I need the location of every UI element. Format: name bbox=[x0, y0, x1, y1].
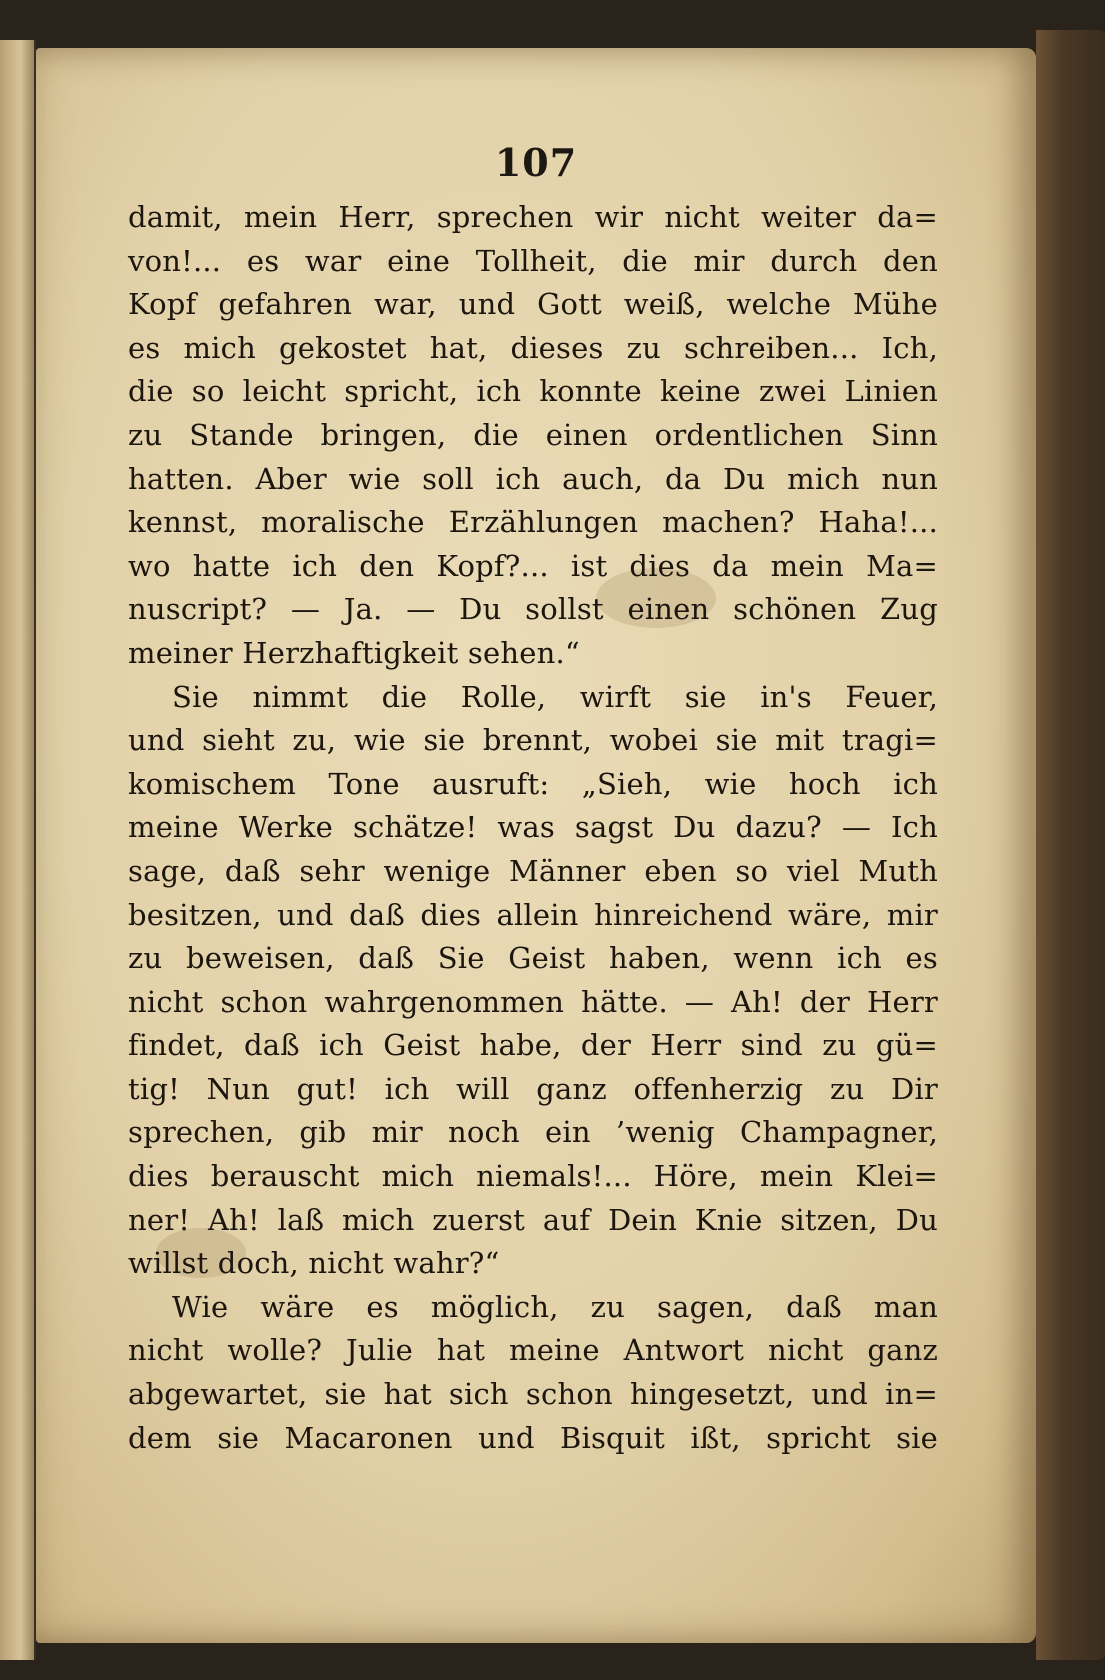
text-line: nicht wolle? Julie hat meine Antwort nicht ganz bbox=[128, 1333, 938, 1368]
text-line: kennst, moralische Erzählungen machen? Haha!... bbox=[128, 505, 938, 540]
book-cover-edge bbox=[1036, 30, 1105, 1660]
text-line: nuscript? — Ja. — Du sollst einen schönen Zug bbox=[128, 592, 938, 627]
text-line: komischem Tone ausruft: „Sieh, wie hoch ich bbox=[128, 766, 938, 801]
text-line: willst doch, nicht wahr?“ bbox=[128, 1246, 500, 1281]
text-line: Wie wäre es möglich, zu sagen, daß man bbox=[172, 1289, 938, 1324]
text-line: sprechen, gib mir noch ein ’wenig Champagner, bbox=[128, 1115, 938, 1150]
text-line: Sie nimmt die Rolle, wirft sie in's Feuer, bbox=[172, 679, 938, 714]
text-line: es mich gekostet hat, dieses zu schreiben... Ich, bbox=[128, 330, 938, 365]
text-line: hatten. Aber wie soll ich auch, da Du mich nun bbox=[128, 461, 938, 496]
text-line: tig! Nun gut! ich will ganz offenherzig zu Dir bbox=[128, 1071, 938, 1106]
text-line: und sieht zu, wie sie brennt, wobei sie mit tragi= bbox=[128, 723, 938, 758]
text-line: sage, daß sehr wenige Männer eben so viel Muth bbox=[128, 853, 938, 888]
text-line: von!... es war eine Tollheit, die mir durch den bbox=[128, 243, 938, 278]
text-line: besitzen, und daß dies allein hinreichend wäre, mir bbox=[128, 897, 938, 932]
previous-page-edge bbox=[0, 40, 36, 1660]
text-line: dem sie Macaronen und Bisquit ißt, spricht sie bbox=[128, 1420, 938, 1455]
book-page bbox=[36, 48, 1036, 1643]
text-line: Kopf gefahren war, und Gott weiß, welche Mühe bbox=[128, 287, 938, 322]
text-line: damit, mein Herr, sprechen wir nicht weiter da= bbox=[128, 200, 938, 234]
text-line: nicht schon wahrgenommen hätte. — Ah! der Herr bbox=[128, 984, 938, 1019]
text-line: wo hatte ich den Kopf?... ist dies da mein Ma= bbox=[128, 548, 938, 583]
text-line: dies berauscht mich niemals!... Höre, mein Klei= bbox=[128, 1159, 938, 1194]
page-number: 107 bbox=[494, 140, 578, 185]
text-line: meine Werke schätze! was sagst Du dazu? — Ich bbox=[128, 810, 938, 845]
text-line: zu beweisen, daß Sie Geist haben, wenn ich es bbox=[128, 941, 938, 976]
text-line: ner! Ah! laß mich zuerst auf Dein Knie sitzen, Du bbox=[128, 1202, 938, 1237]
text-line: zu Stande bringen, die einen ordentlichen Sinn bbox=[128, 417, 938, 452]
text-line: findet, daß ich Geist habe, der Herr sind zu gü= bbox=[128, 1028, 938, 1063]
text-line: meiner Herzhaftigkeit sehen.“ bbox=[128, 635, 580, 670]
text-line: die so leicht spricht, ich konnte keine zwei Linien bbox=[128, 374, 938, 409]
text-line: abgewartet, sie hat sich schon hingesetzt, und in= bbox=[128, 1377, 938, 1412]
body-text bbox=[128, 196, 938, 1460]
